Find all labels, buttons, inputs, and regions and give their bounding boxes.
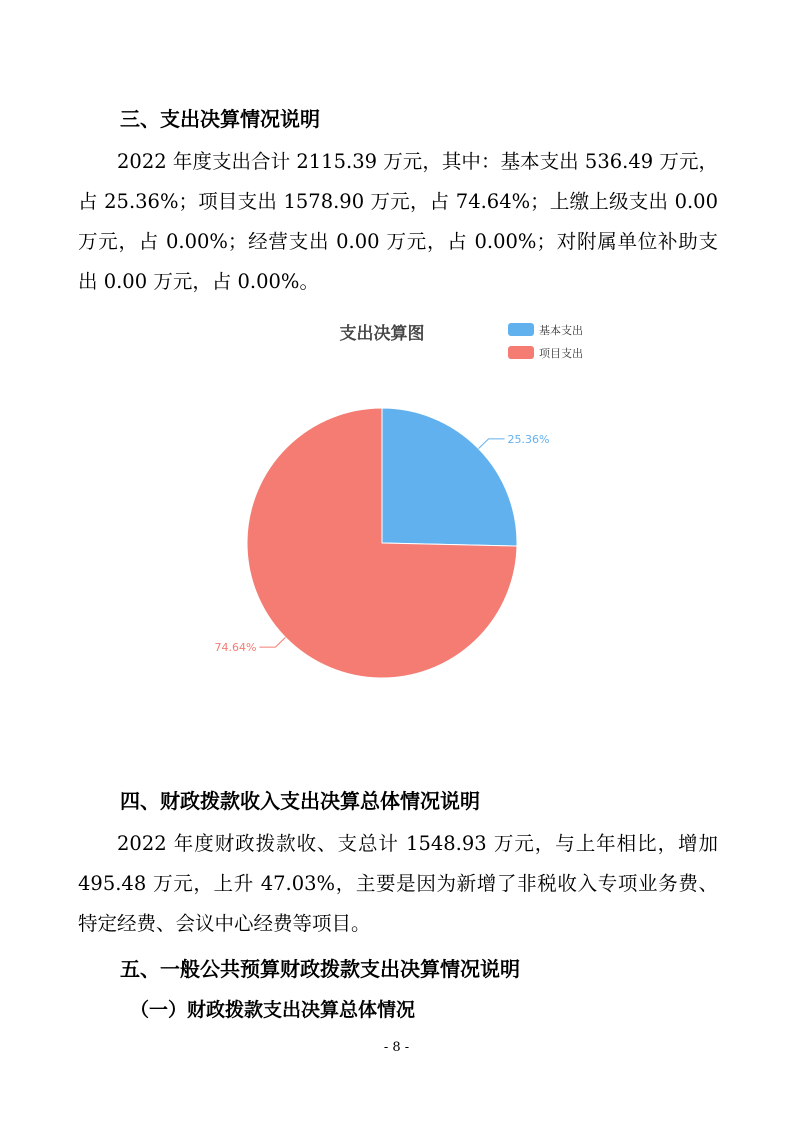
section-heading: 四、财政拨款收入支出决算总体情况说明	[120, 789, 480, 813]
legend-label-0: 基本支出	[539, 324, 583, 337]
chart-title: 支出决算图	[339, 324, 425, 344]
paragraph-line: 495.48 万元，上升 47.03%，主要是因为新增了非税收入专项业务费、	[78, 872, 718, 895]
paragraph-line: 万元，占 0.00%；经营支出 0.00 万元，占 0.00%；对附属单位补助支	[78, 230, 718, 253]
pie-chart	[200, 312, 620, 692]
pie-leader-line-0	[479, 439, 505, 449]
page-number: - 8 -	[383, 1040, 410, 1055]
paragraph	[78, 824, 718, 944]
pie-data-label-0: 25.36%	[507, 432, 550, 446]
pie-data-label-1: 74.64%	[214, 641, 257, 655]
legend-swatch-1	[508, 346, 534, 359]
paragraph-line: 出 0.00 万元，占 0.00%。	[78, 270, 319, 293]
section-heading: 五、一般公共预算财政拨款支出决算情况说明	[120, 957, 520, 981]
paragraph-line: 2022 年度支出合计 2115.39 万元，其中：基本支出 536.49 万元，	[117, 150, 718, 173]
paragraph-line: 2022 年度财政拨款收、支总计 1548.93 万元，与上年相比，增加	[117, 832, 718, 855]
pie-leader-line-1	[259, 637, 285, 647]
paragraph-line: 特定经费、会议中心经费等项目。	[78, 912, 371, 935]
section-heading: 三、支出决算情况说明	[120, 107, 320, 131]
pie-slice-0	[382, 408, 517, 546]
paragraph-line: 占 25.36%；项目支出 1578.90 万元，占 74.64%；上缴上级支出 0.00	[78, 190, 718, 213]
legend-label-1: 项目支出	[539, 347, 583, 360]
legend-swatch-0	[508, 323, 534, 336]
subsection-heading: （一）财政拨款支出决算总体情况	[130, 999, 416, 1021]
paragraph	[78, 142, 718, 302]
